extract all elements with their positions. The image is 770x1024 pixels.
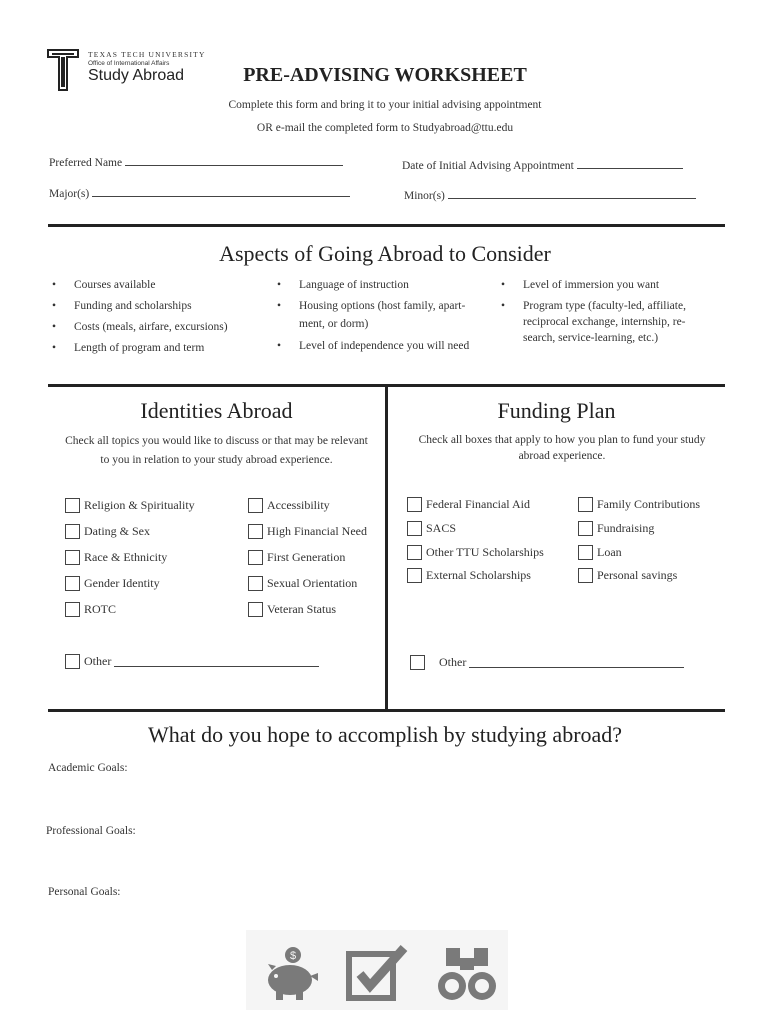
preferred-name-label: Preferred Name <box>49 157 123 169</box>
aspect-item-cont: ment, or dorm) <box>299 318 369 330</box>
minors-label: Minor(s) <box>404 190 445 202</box>
majors-field[interactable] <box>49 186 350 200</box>
funding-checkbox-family[interactable]: Family Contributions <box>578 497 700 512</box>
page-title: PRE-ADVISING WORKSHEET <box>243 64 527 86</box>
funding-checkbox-ttu-scholarships[interactable]: Other TTU Scholarships <box>407 545 544 560</box>
logo-study-abroad: Study Abroad <box>88 67 185 84</box>
identity-checkbox-veteran[interactable]: Veteran Status <box>248 602 336 617</box>
academic-goals-label: Academic Goals: <box>48 762 128 774</box>
funding-heading: Funding Plan <box>497 398 616 423</box>
aspect-item-cont: reciprocal exchange, internship, re- <box>523 316 686 328</box>
aspect-item: • Courses available <box>74 279 155 291</box>
binoculars-icon <box>436 944 498 1004</box>
identities-heading: Identities Abroad <box>140 398 293 423</box>
divider <box>48 224 725 227</box>
subtitle-email: OR e-mail the completed form to Studyabroad@ttu.edu <box>256 122 514 134</box>
svg-text:$: $ <box>289 950 297 962</box>
divider <box>48 709 725 712</box>
logo-university: TEXAS TECH UNIVERSITY <box>88 50 206 59</box>
identity-checkbox-other[interactable]: Other <box>65 654 319 669</box>
identity-checkbox-financial-need[interactable]: High Financial Need <box>248 524 367 539</box>
aspect-item: • Level of immersion you want <box>523 279 659 291</box>
aspect-item: • Length of program and term <box>74 342 204 354</box>
identity-checkbox-gender[interactable]: Gender Identity <box>65 576 160 591</box>
identity-checkbox-accessibility[interactable]: Accessibility <box>248 498 330 513</box>
aspect-item: • Program type (faculty-led, affiliate, <box>523 300 686 312</box>
funding-checkbox-other[interactable]: Other <box>410 655 684 670</box>
aspect-item-cont: search, service-learning, etc.) <box>523 332 659 344</box>
funding-checkbox-federal-aid[interactable]: Federal Financial Aid <box>407 497 530 512</box>
aspects-heading: Aspects of Going Abroad to Consider <box>219 241 551 266</box>
column-divider <box>385 384 388 710</box>
aspect-item: • Language of instruction <box>299 279 409 291</box>
preferred-name-field[interactable] <box>49 155 343 169</box>
piggy-bank-icon <box>260 942 322 1004</box>
goals-heading: What do you hope to accomplish by studying abroad? <box>147 722 623 747</box>
funding-checkbox-savings[interactable]: Personal savings <box>578 568 677 583</box>
aspect-item: • Housing options (host family, apart- <box>299 300 465 312</box>
funding-checkbox-fundraising[interactable]: Fundraising <box>578 521 654 536</box>
aspect-item: • Level of independence you will need <box>299 340 469 352</box>
aspect-item: • Funding and scholarships <box>74 300 192 312</box>
checkbox-icon <box>346 944 410 1004</box>
funding-checkbox-loan[interactable]: Loan <box>578 545 622 560</box>
appointment-date-field[interactable] <box>402 158 683 172</box>
identities-instructions: Check all topics you would like to discuss or that may be relevant to you in relation to your study abroad experience. <box>65 435 368 466</box>
appointment-date-label: Date of Initial Advising Appointment <box>402 160 574 172</box>
subtitle-instructions: Complete this form and bring it to your initial advising appointment <box>228 99 542 111</box>
majors-label: Major(s) <box>49 188 90 200</box>
professional-goals-label: Professional Goals: <box>46 825 136 837</box>
funding-instructions: Check all boxes that apply to how you plan to fund your study abroad experience. <box>418 434 706 462</box>
aspect-item: • Costs (meals, airfare, excursions) <box>74 321 228 333</box>
identity-checkbox-first-gen[interactable]: First Generation <box>248 550 345 565</box>
personal-goals-label: Personal Goals: <box>48 886 121 898</box>
minors-field[interactable] <box>404 188 696 202</box>
funding-checkbox-sacs[interactable]: SACS <box>407 521 456 536</box>
identity-checkbox-religion[interactable]: Religion & Spirituality <box>65 498 195 513</box>
footer-icons <box>246 930 508 1010</box>
logo-office: Office of International Affairs <box>88 60 170 67</box>
identity-checkbox-race[interactable]: Race & Ethnicity <box>65 550 167 565</box>
funding-checkbox-external-scholarships[interactable]: External Scholarships <box>407 568 531 583</box>
identity-checkbox-dating[interactable]: Dating & Sex <box>65 524 150 539</box>
identity-checkbox-orientation[interactable]: Sexual Orientation <box>248 576 357 591</box>
identity-checkbox-rotc[interactable]: ROTC <box>65 602 116 617</box>
